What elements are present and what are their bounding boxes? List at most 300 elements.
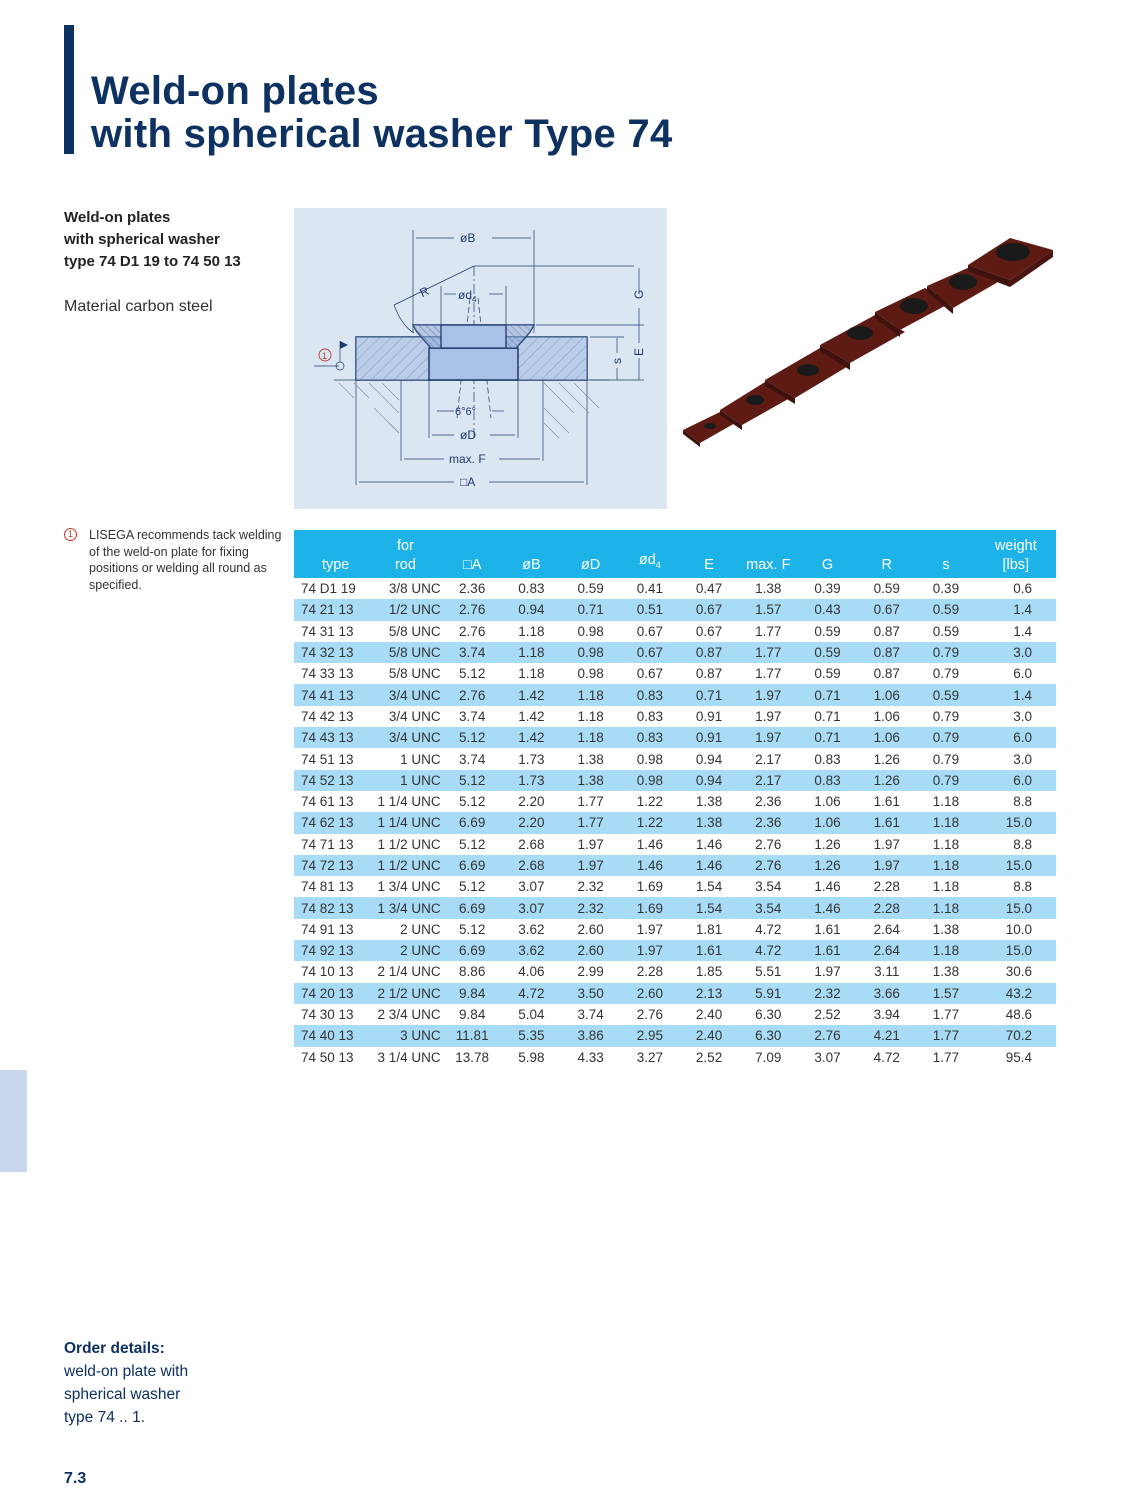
cell-type: 74 82 13 — [301, 900, 354, 916]
cell-R: 1.26 — [873, 772, 900, 788]
cell-G: 1.26 — [814, 858, 841, 873]
cell-E: 0.91 — [695, 708, 723, 724]
cell-G: 2.32 — [814, 985, 841, 1001]
table-header-row — [294, 530, 1056, 578]
cell-type: 74 62 13 — [301, 815, 354, 831]
cell-d4: 1.46 — [636, 858, 663, 873]
table-row — [294, 1047, 1056, 1068]
cell-G: 1.26 — [814, 836, 841, 852]
col-header-G: G — [821, 557, 834, 573]
cell-D: 0.71 — [577, 602, 604, 618]
cell-F: 7.09 — [755, 1049, 782, 1065]
table-row — [294, 706, 1056, 727]
cell-A: 5.12 — [459, 836, 486, 852]
cell-D: 0.98 — [577, 666, 604, 682]
cell-G: 1.06 — [814, 815, 841, 831]
table-row — [294, 642, 1056, 663]
cell-s: 1.18 — [932, 900, 960, 916]
cell-E: 0.47 — [695, 581, 723, 597]
cell-G: 1.97 — [814, 964, 841, 980]
cell-type: 74 32 13 — [301, 645, 354, 661]
label-max-F: max. F — [449, 452, 486, 466]
cell-type: 74 51 13 — [301, 751, 354, 767]
label-G: G — [632, 289, 646, 299]
cell-G: 1.61 — [814, 943, 841, 959]
cell-A: 6.69 — [459, 943, 486, 959]
cell-s: 1.18 — [932, 836, 960, 852]
cell-s: 0.79 — [932, 708, 960, 724]
order-details-line-3: type 74 .. 1. — [64, 1409, 145, 1426]
table-row — [294, 1025, 1056, 1046]
cell-A: 3.74 — [459, 751, 486, 767]
cell-R: 0.67 — [873, 602, 900, 618]
cell-F: 2.17 — [755, 751, 782, 767]
page-title-line-1: Weld-on plates — [91, 69, 379, 113]
order-details-line-2: spherical washer — [64, 1386, 181, 1403]
cell-d4: 0.83 — [636, 708, 663, 724]
cell-d4: 0.67 — [636, 666, 663, 682]
cell-rod: 2 1/4 UNC — [377, 964, 441, 980]
cell-F: 5.91 — [755, 985, 782, 1001]
subheading-line-2: with spherical washer — [64, 231, 220, 248]
cell-s: 1.77 — [932, 1028, 960, 1044]
cell-d4: 0.67 — [636, 623, 663, 639]
cell-d4: 1.69 — [636, 879, 663, 895]
table-row — [294, 599, 1056, 620]
dimension-table — [294, 530, 1056, 1068]
cell-R: 2.64 — [873, 943, 900, 959]
cell-B: 1.42 — [518, 730, 545, 746]
col-header-B: øB — [522, 557, 541, 573]
cell-B: 1.18 — [518, 623, 545, 639]
cell-B: 2.68 — [518, 858, 545, 873]
cell-weight: 6.0 — [1013, 772, 1032, 788]
cell-weight: 1.4 — [1013, 602, 1032, 618]
label-diameter-d4: $ød_4$ — [458, 288, 477, 304]
cell-weight: 70.2 — [1005, 1028, 1032, 1044]
label-E: E — [632, 347, 646, 356]
page-number: 7.3 — [64, 1470, 87, 1487]
col-header-s: s — [942, 557, 950, 573]
table-row — [294, 812, 1056, 833]
cell-rod: 2 1/2 UNC — [377, 985, 441, 1001]
title-accent-bar — [64, 25, 74, 154]
cell-d4: 0.41 — [636, 581, 663, 597]
cell-type: 74 10 13 — [301, 964, 354, 980]
cell-D: 1.18 — [577, 730, 604, 746]
cell-B: 5.35 — [518, 1028, 545, 1044]
cell-D: 2.60 — [577, 943, 604, 959]
cell-s: 1.38 — [932, 921, 960, 937]
cell-F: 1.97 — [755, 687, 782, 703]
cell-F: 1.57 — [755, 602, 782, 618]
cell-d4: 0.83 — [636, 730, 663, 746]
cell-weight: 10.0 — [1005, 921, 1032, 937]
cell-B: 1.42 — [518, 687, 545, 703]
cell-E: 1.54 — [695, 879, 723, 895]
cell-type: 74 30 13 — [301, 1007, 354, 1023]
cell-rod: 3/4 UNC — [388, 708, 441, 724]
cell-weight: 15.0 — [1005, 943, 1032, 959]
cell-R: 3.11 — [874, 964, 900, 980]
cell-B: 3.07 — [518, 900, 545, 916]
cell-E: 1.54 — [695, 900, 723, 916]
cell-D: 1.77 — [577, 794, 604, 810]
cell-D: 2.32 — [577, 900, 604, 916]
cell-D: 2.99 — [577, 964, 604, 980]
cell-F: 5.51 — [755, 964, 782, 980]
cell-d4: 1.22 — [636, 815, 663, 831]
table-row — [294, 621, 1056, 642]
cell-weight: 3.0 — [1013, 751, 1032, 767]
drawing-footnote-marker: 1 — [322, 351, 328, 361]
cell-E: 1.81 — [695, 921, 723, 937]
cell-type: 74 D1 19 — [301, 581, 356, 597]
cell-F: 2.17 — [755, 772, 782, 788]
cell-A: 9.84 — [459, 1007, 486, 1023]
cell-G: 0.39 — [814, 581, 841, 597]
table-row — [294, 748, 1056, 769]
col-header-d4: $ød_4$ — [638, 552, 661, 570]
cell-rod: 3/4 UNC — [388, 687, 441, 703]
weld-on-plates-image — [680, 230, 1060, 450]
product-subheading — [64, 207, 241, 273]
cell-A: 9.84 — [459, 985, 486, 1001]
cell-D: 0.98 — [577, 645, 604, 661]
cell-type: 74 20 13 — [301, 985, 354, 1001]
cell-rod: 1 1/2 UNC — [377, 836, 441, 852]
table-row — [294, 663, 1056, 684]
col-header-D: øD — [580, 557, 601, 573]
cell-type: 74 92 13 — [301, 943, 354, 959]
cell-B: 2.68 — [518, 836, 545, 852]
table-row — [294, 897, 1056, 918]
cell-A: 2.76 — [459, 623, 486, 639]
cell-type: 74 71 13 — [301, 836, 354, 852]
col-header-type: type — [321, 557, 350, 573]
cell-B: 2.20 — [518, 815, 545, 831]
cell-B: 2.20 — [518, 794, 545, 810]
cell-d4: 1.46 — [636, 836, 663, 852]
page-title-line-2: with spherical washer Type 74 — [91, 112, 673, 156]
cell-weight: 15.0 — [1005, 858, 1032, 873]
cell-type: 74 41 13 — [301, 687, 354, 703]
cell-R: 0.87 — [873, 645, 900, 661]
cell-weight: 8.8 — [1013, 794, 1032, 810]
cell-B: 0.94 — [518, 602, 545, 618]
cell-d4: 2.60 — [636, 985, 663, 1001]
cell-d4: 3.27 — [636, 1049, 663, 1065]
order-details-heading: Order details: — [64, 1340, 165, 1357]
cell-B: 5.04 — [518, 1007, 545, 1023]
cell-G: 1.46 — [814, 900, 841, 916]
cell-R: 2.28 — [873, 900, 900, 916]
label-s: s — [610, 358, 624, 364]
cell-B: 3.62 — [518, 943, 545, 959]
cell-D: 1.18 — [577, 687, 604, 703]
cell-G: 0.83 — [814, 751, 841, 767]
cell-type: 74 81 13 — [301, 879, 354, 895]
cell-A: 11.81 — [455, 1028, 489, 1044]
cell-D: 4.33 — [577, 1049, 604, 1065]
cell-weight: 0.6 — [1013, 581, 1032, 597]
cell-rod: 1 1/2 UNC — [377, 858, 441, 873]
cell-E: 1.85 — [695, 964, 723, 980]
cell-d4: 0.98 — [636, 772, 663, 788]
welding-footnote — [64, 527, 284, 593]
cell-D: 1.97 — [577, 858, 604, 873]
cell-weight: 43.2 — [1005, 985, 1032, 1001]
cell-D: 3.50 — [577, 985, 604, 1001]
cell-E: 2.52 — [695, 1049, 723, 1065]
cell-rod: 3 1/4 UNC — [377, 1049, 441, 1065]
cell-B: 1.73 — [518, 751, 545, 767]
cell-rod: 2 UNC — [400, 921, 441, 937]
cell-s: 1.57 — [932, 985, 960, 1001]
cell-B: 0.83 — [518, 581, 545, 597]
cell-R: 1.06 — [873, 687, 900, 703]
cell-F: 2.36 — [755, 794, 782, 810]
cell-rod: 5/8 UNC — [388, 666, 441, 682]
cell-D: 3.74 — [577, 1007, 604, 1023]
cell-G: 0.83 — [814, 772, 841, 788]
cell-type: 74 42 13 — [301, 708, 354, 724]
cell-d4: 1.97 — [636, 921, 663, 937]
table-row — [294, 919, 1056, 940]
cell-G: 3.07 — [814, 1049, 841, 1065]
cell-s: 0.79 — [932, 751, 960, 767]
cell-F: 2.76 — [755, 858, 782, 873]
cell-F: 1.77 — [755, 645, 782, 661]
cell-s: 1.38 — [932, 964, 960, 980]
label-diameter-D: øD — [460, 428, 476, 442]
cell-A: 6.69 — [459, 858, 486, 873]
footnote-text: LISEGA recommends tack welding of the weld-on plate for fixing positions or welding all round as specified. — [89, 528, 282, 592]
cell-F: 2.76 — [755, 836, 782, 852]
page-title — [91, 70, 673, 156]
cell-type: 74 31 13 — [301, 623, 354, 639]
cell-s: 0.39 — [932, 581, 960, 597]
cell-A: 5.12 — [459, 794, 486, 810]
cell-A: 2.76 — [459, 602, 486, 618]
cell-G: 0.59 — [814, 666, 841, 682]
cell-E: 0.71 — [695, 687, 723, 703]
cell-E: 1.38 — [695, 815, 723, 831]
cell-F: 2.36 — [755, 815, 782, 831]
table-row — [294, 684, 1056, 705]
cell-d4: 0.51 — [636, 602, 663, 618]
cell-E: 1.61 — [695, 943, 723, 959]
cell-D: 1.18 — [577, 708, 604, 724]
cell-rod: 1 3/4 UNC — [377, 879, 441, 895]
cell-type: 74 33 13 — [301, 666, 354, 682]
cell-s: 1.18 — [932, 794, 960, 810]
cell-type: 74 52 13 — [301, 772, 354, 788]
cell-s: 1.18 — [932, 815, 960, 831]
cell-G: 1.46 — [814, 879, 841, 895]
label-diameter-B: øB — [460, 231, 476, 245]
table-row — [294, 983, 1056, 1004]
cell-R: 4.21 — [873, 1028, 900, 1044]
cell-s: 0.79 — [932, 730, 960, 746]
cell-D: 1.97 — [577, 836, 604, 852]
cell-G: 2.76 — [814, 1028, 841, 1044]
cell-R: 0.59 — [873, 581, 900, 597]
cell-s: 0.59 — [932, 623, 960, 639]
cell-D: 2.60 — [577, 921, 604, 937]
table-row — [294, 961, 1056, 982]
cell-R: 4.72 — [873, 1049, 900, 1065]
cell-type: 74 72 13 — [301, 858, 354, 873]
cell-D: 3.86 — [577, 1028, 604, 1044]
cell-F: 4.72 — [755, 943, 782, 959]
cell-R: 1.06 — [873, 708, 900, 724]
cell-d4: 2.28 — [636, 964, 663, 980]
cell-R: 2.64 — [873, 921, 900, 937]
cell-B: 3.62 — [518, 921, 545, 937]
table-row — [294, 578, 1056, 599]
cell-d4: 2.76 — [636, 1007, 663, 1023]
cell-A: 8.86 — [459, 964, 486, 980]
cell-B: 1.42 — [518, 708, 545, 724]
cell-A: 6.69 — [459, 900, 486, 916]
order-details-line-1: weld-on plate with — [64, 1363, 189, 1380]
cell-d4: 0.98 — [636, 751, 663, 767]
cell-weight: 3.0 — [1013, 708, 1032, 724]
cell-weight: 1.4 — [1013, 687, 1032, 703]
cell-rod: 2 3/4 UNC — [377, 1007, 441, 1023]
cell-R: 1.97 — [873, 836, 900, 852]
cell-D: 1.77 — [577, 815, 604, 831]
cell-D: 1.38 — [577, 772, 604, 788]
cell-G: 0.71 — [814, 708, 841, 724]
cell-R: 0.87 — [873, 623, 900, 639]
cell-E: 1.38 — [695, 794, 723, 810]
cell-F: 1.97 — [755, 708, 782, 724]
col-header-R: R — [881, 557, 892, 573]
cell-R: 2.28 — [873, 879, 900, 895]
cell-E: 0.87 — [695, 666, 723, 682]
cell-type: 74 91 13 — [301, 921, 354, 937]
technical-drawing — [294, 208, 667, 509]
cell-F: 6.30 — [755, 1028, 782, 1044]
table-row — [294, 940, 1056, 961]
footnote-marker-icon: 1 — [64, 528, 77, 541]
cell-E: 1.46 — [695, 836, 723, 852]
cell-R: 1.26 — [873, 751, 900, 767]
cell-F: 1.97 — [755, 730, 782, 746]
cell-weight: 6.0 — [1013, 730, 1032, 746]
cell-D: 1.38 — [577, 751, 604, 767]
cell-weight: 3.0 — [1013, 645, 1032, 661]
cell-G: 0.43 — [814, 602, 841, 618]
cell-d4: 2.95 — [636, 1028, 663, 1044]
cell-rod: 1 1/4 UNC — [377, 815, 441, 831]
dimensions-table — [294, 530, 1056, 1068]
cell-s: 0.79 — [932, 772, 960, 788]
cell-s: 1.18 — [932, 858, 960, 873]
cell-weight: 6.0 — [1013, 666, 1032, 682]
cell-A: 3.74 — [459, 708, 486, 724]
cell-d4: 0.67 — [636, 645, 663, 661]
cell-E: 0.67 — [695, 623, 723, 639]
table-row — [294, 791, 1056, 812]
cell-rod: 5/8 UNC — [388, 623, 441, 639]
cell-type: 74 50 13 — [301, 1049, 354, 1065]
cell-B: 5.98 — [518, 1049, 545, 1065]
cell-E: 2.13 — [695, 985, 723, 1001]
cell-d4: 0.83 — [636, 687, 663, 703]
cell-B: 4.72 — [518, 985, 545, 1001]
cell-rod: 1 UNC — [400, 751, 441, 767]
cell-B: 3.07 — [518, 879, 545, 895]
cell-s: 1.18 — [932, 943, 960, 959]
cell-R: 0.87 — [873, 666, 900, 682]
cell-E: 0.87 — [695, 645, 723, 661]
cell-weight: 8.8 — [1013, 879, 1032, 895]
cell-weight: 95.4 — [1005, 1049, 1032, 1065]
label-angle: 6°6° — [455, 406, 477, 418]
table-row — [294, 727, 1056, 748]
product-photo — [680, 230, 1060, 450]
cell-R: 1.06 — [873, 730, 900, 746]
cell-E: 0.94 — [695, 772, 723, 788]
cell-weight: 15.0 — [1005, 900, 1032, 916]
cell-type: 74 43 13 — [301, 730, 354, 746]
cell-s: 1.77 — [932, 1049, 960, 1065]
table-row — [294, 855, 1056, 876]
cell-E: 2.40 — [695, 1028, 723, 1044]
cell-F: 1.38 — [755, 581, 782, 597]
col-header-A: □A — [462, 557, 482, 573]
cell-rod: 1 1/4 UNC — [377, 794, 441, 810]
cell-weight: 48.6 — [1005, 1007, 1032, 1023]
cell-s: 1.18 — [932, 879, 960, 895]
cell-type: 74 61 13 — [301, 794, 354, 810]
col-header-rod: for rod — [394, 538, 416, 573]
cell-A: 5.12 — [459, 879, 486, 895]
table-row — [294, 876, 1056, 897]
cell-G: 0.71 — [814, 687, 841, 703]
cell-G: 1.61 — [814, 921, 841, 937]
subheading-line-3: type 74 D1 19 to 74 50 13 — [64, 253, 241, 270]
cell-s: 0.59 — [932, 602, 960, 618]
cell-s: 1.77 — [932, 1007, 960, 1023]
cell-F: 4.72 — [755, 921, 782, 937]
cell-F: 3.54 — [755, 879, 782, 895]
cell-weight: 8.8 — [1013, 836, 1032, 852]
cell-B: 1.73 — [518, 772, 545, 788]
cell-rod: 1 UNC — [400, 772, 441, 788]
cell-A: 5.12 — [459, 730, 486, 746]
cell-s: 0.79 — [932, 645, 960, 661]
cell-A: 5.12 — [459, 772, 486, 788]
cell-B: 4.06 — [518, 964, 545, 980]
table-body — [294, 578, 1056, 1068]
cell-A: 2.76 — [459, 687, 486, 703]
cell-A: 13.78 — [455, 1049, 490, 1065]
cell-d4: 1.22 — [636, 794, 663, 810]
cell-B: 1.18 — [518, 666, 545, 682]
table-row — [294, 834, 1056, 855]
cell-D: 2.32 — [577, 879, 604, 895]
cell-rod: 1/2 UNC — [388, 602, 441, 618]
label-square-A: □A — [460, 475, 476, 489]
cell-E: 0.91 — [695, 730, 723, 746]
cell-d4: 1.97 — [636, 943, 663, 959]
material-note: Material carbon steel — [64, 298, 213, 315]
cell-rod: 2 UNC — [400, 943, 441, 959]
